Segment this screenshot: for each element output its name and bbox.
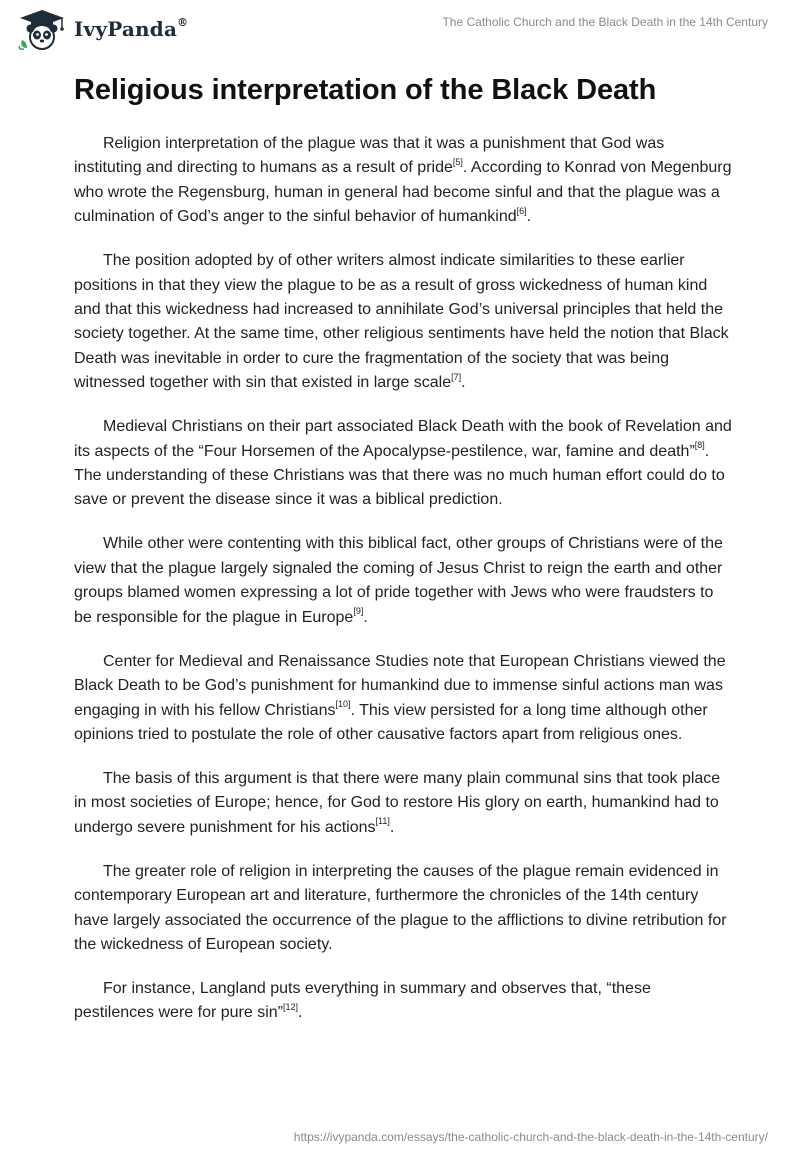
paragraph-text: . xyxy=(363,608,368,626)
paragraph xyxy=(74,415,734,513)
document-title: The Catholic Church and the Black Death in the 14th Century xyxy=(442,15,768,29)
paragraph-text: The position adopted by of other writers almost indicate similarities to these earlier positions in that they view the plague to be as a result of gross wickedness of human kind and that this wickedness had increased to annihilate God’s universal principles that held the society together. At the same time, other religious sentiments have held the notion that Black Death was inevitable in order to cure the fragmentation of the society that was being witnessed together with sin that existed in large scale xyxy=(74,252,729,392)
footnote-reference[interactable]: [8] xyxy=(694,440,705,451)
paragraph-text: . xyxy=(526,208,532,226)
registered-mark: ® xyxy=(177,16,189,30)
paragraph-text: The basis of this argument is that there were many plain communal sins that took place in most societies of Europe; hence, for God to restore His glory on earth, humankind had to undergo severe punishment for his actions xyxy=(74,769,721,836)
paragraph-text: Center for Medieval and Renaissance Studies note that European Christians viewed the Black Death to be God’s punishment for humankind due to immense sinful actions man was engaging in with his fellow Christians xyxy=(74,652,726,719)
page-header xyxy=(0,0,800,60)
ivypanda-logo[interactable] xyxy=(16,8,188,50)
paragraph-text: . xyxy=(461,374,466,392)
source-url[interactable]: https://ivypanda.com/essays/the-catholic-church-and-the-black-death-in-the-14th-century/ xyxy=(293,1130,768,1144)
section-heading: Religious interpretation of the Black Death xyxy=(74,74,657,106)
article-body xyxy=(74,132,734,1045)
footnote-reference[interactable]: [11] xyxy=(375,816,390,827)
paragraph xyxy=(74,650,734,748)
paragraph-text: Medieval Christians on their part associated Black Death with the book of Revelation and its aspects of the “Four Horsemen of the Apocalypse-pestilence, war, famine and death” xyxy=(74,418,732,460)
paragraph xyxy=(74,132,734,230)
paragraph xyxy=(74,860,734,958)
footnote-reference[interactable]: [9] xyxy=(353,606,364,617)
footnote-reference[interactable]: [5] xyxy=(452,157,463,168)
paragraph-text: The greater role of religion in interpreting the causes of the plague remain evidenced in contemporary European art and literature, furthermore the chronicles of the 14th century have largely associated the occurrence of the plague to the afflictions to divine retribution for the wickedness of European society. xyxy=(74,862,727,953)
panda-graduate-icon xyxy=(16,8,68,50)
paragraph-text: . xyxy=(389,818,395,836)
paragraph xyxy=(74,977,734,1026)
paragraph xyxy=(74,767,734,840)
brand-name: IvyPanda® xyxy=(74,16,189,41)
paragraph-text: . The understanding of these Christians was that there was no much human effort could do to save or prevent the disease since it was a biblical prediction. xyxy=(74,442,725,509)
footnote-reference[interactable]: [6] xyxy=(516,205,527,216)
footnote-reference[interactable]: [7] xyxy=(451,371,462,382)
paragraph-text: . This view persisted for a long time although other opinions tried to postulate the role of other causative factors apart from religious ones. xyxy=(74,701,708,743)
paragraph xyxy=(74,249,734,395)
footnote-reference[interactable]: [12] xyxy=(282,1002,298,1013)
paragraph-text: For instance, Langland puts everything in summary and observes that, “these pestilences were for pure sin” xyxy=(74,979,651,1022)
paragraph-text: . According to Konrad von Megenburg who wrote the Regensburg, human in general had become sinful and that the plague was a culmination of God’s anger to the sinful behavior of humankind xyxy=(74,159,732,226)
paragraph-text: Religion interpretation of the plague was that it was a punishment that God was instituting and directing to humans as a result of pride xyxy=(74,135,665,177)
footnote-reference[interactable]: [10] xyxy=(335,699,351,710)
paragraph-text: . xyxy=(298,1004,303,1022)
paragraph-text: While other were contenting with this biblical fact, other groups of Christians were of the view that the plague largely signaled the coming of Jesus Christ to reign the earth and other groups blamed women expressing a lot of pride together with Jews who were fraudsters to be responsible for the plague in Europe xyxy=(74,535,723,626)
paragraph xyxy=(74,532,734,630)
